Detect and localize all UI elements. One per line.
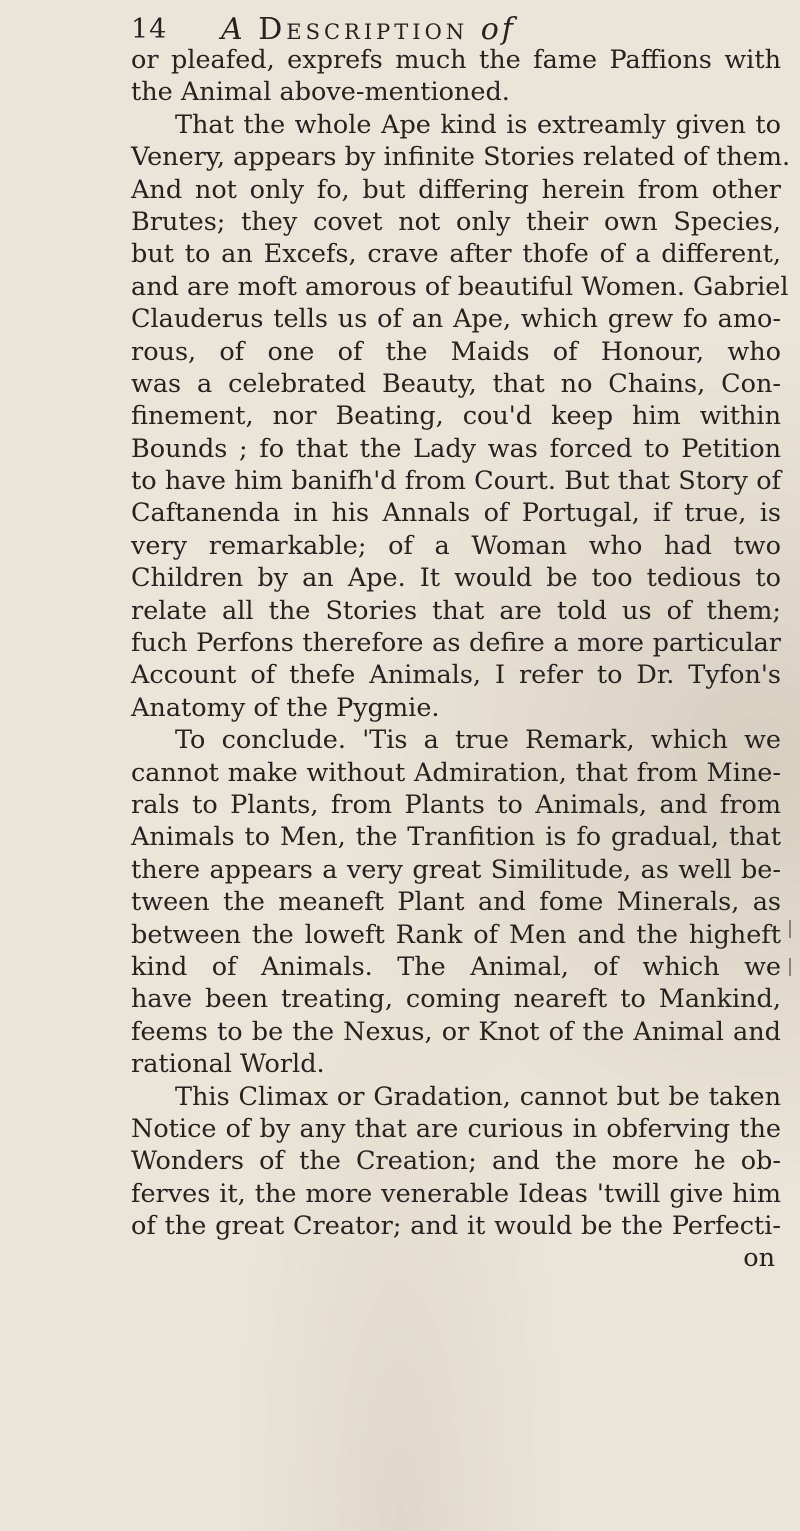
- text-line: or pleafed, exprefs much the fame Paffions with: [131, 45, 781, 75]
- text-line: Wonders of the Creation; and the more he ob-: [131, 1146, 781, 1177]
- text-line: finement, nor Beating, cou'd keep him within: [131, 401, 781, 432]
- text-line: Bounds ; fo that the Lady was forced to Petition: [131, 433, 781, 464]
- text-line: and are moft amorous of beautiful Women. Gabriel: [131, 271, 789, 302]
- text-line: And not only fo, but differing herein from other: [131, 174, 781, 205]
- text-line: the Animal above-mentioned.: [131, 77, 510, 108]
- text-line: Animals to Men, the Tranfition is fo gradual, that: [131, 822, 781, 853]
- text-line: rous, of one of the Maids of Honour, who: [131, 336, 781, 367]
- text-line: Clauderus tells us of an Ape, which grew fo amo-: [131, 304, 781, 335]
- paragraph-start-line: This Climax or Gradation, cannot but be taken: [175, 1081, 781, 1112]
- text-line: fuch Perfons therefore as defire a more particular: [131, 628, 781, 659]
- text-line: cannot make without Admiration, that from Mine-: [131, 757, 781, 788]
- running-head-article: A: [221, 12, 246, 47]
- text-line: Brutes; they covet not only their own Species,: [131, 206, 781, 237]
- text-line: feems to be the Nexus, or Knot of the Animal and: [131, 1016, 781, 1047]
- text-line: Children by an Ape. It would be too tedious to: [131, 563, 781, 594]
- text-line: Account of thefe Animals, I refer to Dr. Tyfon's: [131, 660, 781, 691]
- text-line: rals to Plants, from Plants to Animals, and from: [131, 789, 781, 820]
- text-line: there appears a very great Similitude, as well be-: [131, 854, 781, 885]
- running-head-title: Description: [258, 12, 469, 47]
- text-line: Anatomy of the Pygmie.: [131, 692, 440, 723]
- text-line: kind of Animals. The Animal, of which we: [131, 951, 781, 982]
- margin-mark: [789, 920, 791, 938]
- text-line: Venery, appears by infinite Stories related of them.: [131, 142, 791, 173]
- text-line: was a celebrated Beauty, that no Chains, Con-: [131, 368, 781, 399]
- margin-mark: [789, 958, 791, 976]
- text-line: but to an Excefs, crave after thofe of a different,: [131, 239, 781, 270]
- text-line: very remarkable; of a Woman who had two: [131, 530, 781, 561]
- text-line: Notice of by any that are curious in obferving the: [131, 1113, 781, 1144]
- text-line: of the great Creator; and it would be the Perfecti-: [131, 1211, 781, 1242]
- paragraph-start-line: To conclude. 'Tis a true Remark, which we: [175, 725, 781, 756]
- text-line: to have him banifh'd from Court. But that Story of: [131, 466, 781, 497]
- running-head-preposition: of: [480, 12, 516, 47]
- text-line: between the loweft Rank of Men and the higheft: [131, 919, 781, 950]
- text-line: Caftanenda in his Annals of Portugal, if true, is: [131, 498, 781, 529]
- catchword: on: [743, 1243, 775, 1274]
- text-line: tween the meaneft Plant and fome Minerals, as: [131, 887, 781, 918]
- body-text: [131, 44, 791, 1275]
- running-head: [221, 12, 516, 47]
- text-line: relate all the Stories that are told us of them;: [131, 595, 781, 626]
- page-number: 14: [131, 14, 168, 45]
- text-line: have been treating, coming neareft to Mankind,: [131, 984, 781, 1015]
- text-line: rational World.: [131, 1049, 325, 1080]
- text-line: ferves it, the more venerable Ideas 'twill give him: [131, 1178, 781, 1209]
- paragraph-start-line: That the whole Ape kind is extreamly given to: [175, 109, 781, 140]
